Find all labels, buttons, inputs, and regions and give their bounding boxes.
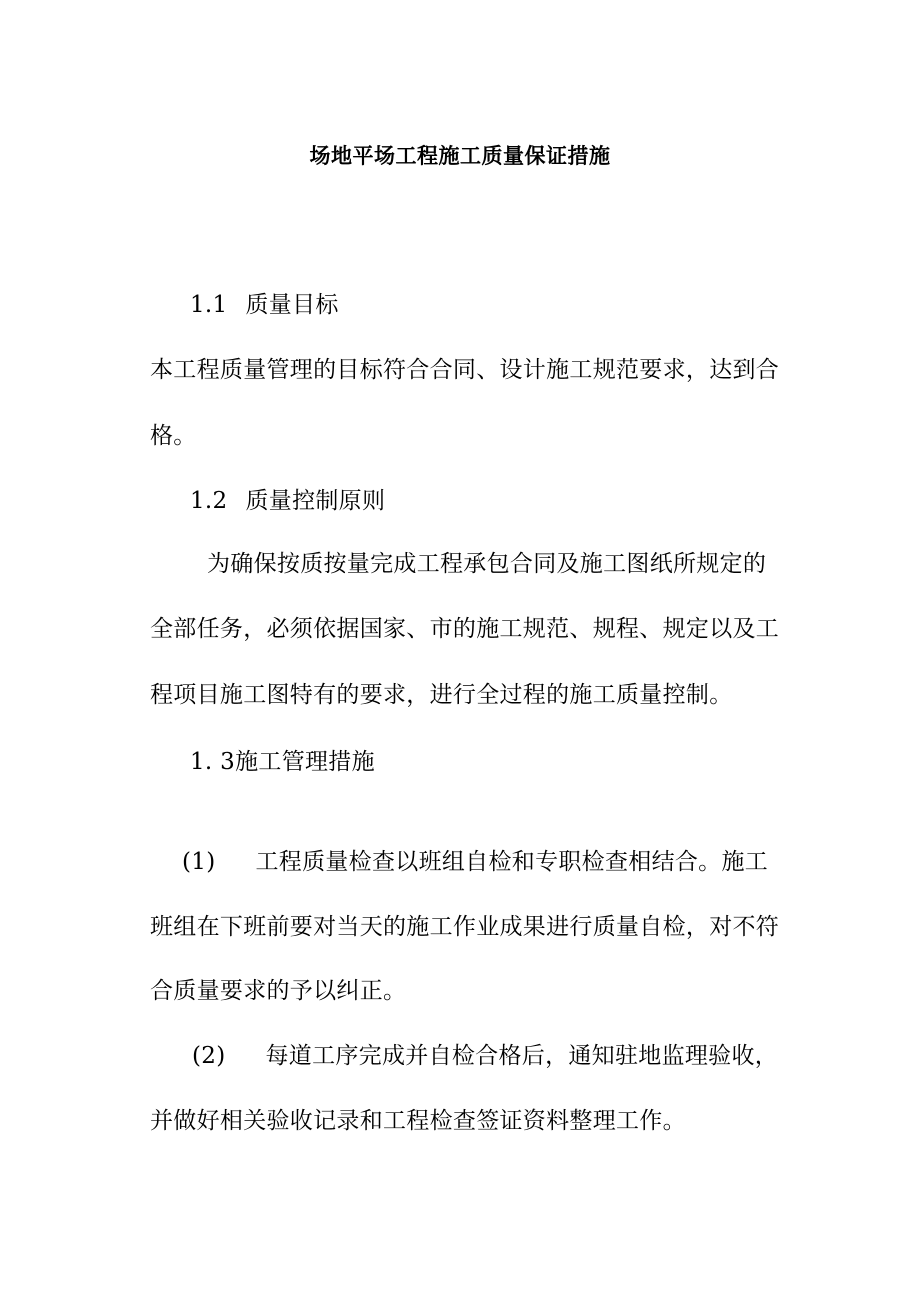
section-heading-text: 施工管理措施: [235, 749, 375, 775]
section-number: 1.2: [190, 488, 228, 514]
paragraph-line: 格。: [150, 423, 197, 449]
list-item-marker: (2): [192, 1043, 226, 1069]
document-title: 场地平场工程施工质量保证措施: [309, 144, 611, 168]
list-item-text: 每道工序完成并自检合格后，通知驻地监理验收，: [265, 1043, 779, 1069]
paragraph-line: 本工程质量管理的目标符合合同、设计施工规范要求，达到合: [150, 357, 780, 383]
list-item-2-first-line: [192, 1037, 778, 1070]
section-heading-1-2: [190, 482, 385, 515]
list-item-text: 工程质量检查以班组自检和专职检查相结合。施工: [255, 849, 769, 875]
paragraph-line: 全部任务，必须依据国家、市的施工规范、规程、规定以及工: [150, 616, 780, 642]
section-heading-1-1: [190, 286, 339, 319]
paragraph-line: 程项目施工图特有的要求，进行全过程的施工质量控制。: [150, 682, 733, 708]
list-item-1-first-line: [182, 843, 768, 876]
list-item-line: 合质量要求的予以纠正。: [150, 978, 407, 1004]
section-number: 1. 3: [190, 749, 236, 775]
list-item-line: 班组在下班前要对当天的施工作业成果进行质量自检，对不符: [150, 914, 780, 940]
list-item-marker: (1): [182, 849, 216, 875]
section-heading-1-3: [190, 743, 375, 776]
section-heading-text: 质量控制原则: [245, 488, 386, 514]
paragraph-line: 为确保按质按量完成工程承包合同及施工图纸所规定的: [207, 551, 767, 577]
list-item-line: 并做好相关验收记录和工程检查签证资料整理工作。: [150, 1108, 686, 1134]
section-heading-text: 质量目标: [245, 292, 339, 318]
section-number: 1.1: [190, 292, 228, 318]
